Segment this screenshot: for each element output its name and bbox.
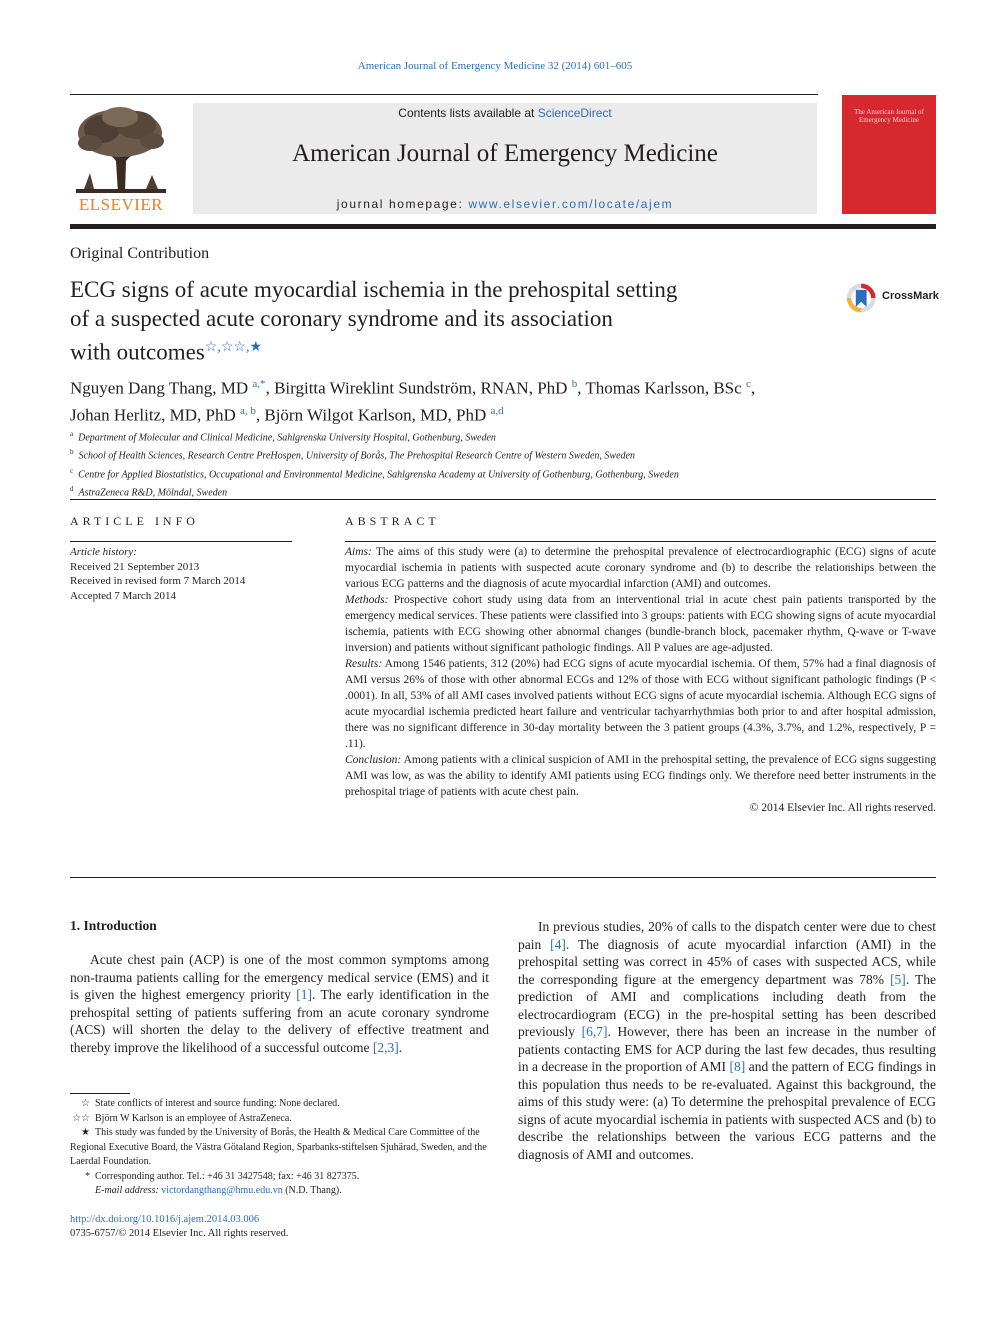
reference-link[interactable]: [4]	[550, 936, 566, 952]
footnote: ☆ State conflicts of interest and source funding: None declared.	[81, 1098, 340, 1109]
reference-link[interactable]: [1]	[296, 987, 313, 1002]
affiliation-list	[70, 427, 936, 500]
journal-homepage-line	[193, 197, 817, 211]
author-name: Johan Herlitz, MD, PhD	[70, 405, 236, 425]
body-column-left	[70, 918, 489, 1056]
journal-cover-title: The American Journal of Emergency Medicine	[854, 108, 924, 124]
author-name: Nguyen Dang Thang, MD	[70, 378, 249, 398]
crossmark-icon[interactable]	[845, 280, 881, 316]
reference-link[interactable]: [2,3]	[372, 1039, 399, 1055]
reference-link[interactable]: [8]	[729, 1059, 746, 1074]
abstract-results: Results: Among 1546 patients, 312 (20%) had ECG signs of acute myocardial ischemia. Of them, 57% had a final diagnosis of AMI versus 26% of those with other abnormal ECGs and 12% of those with ECG without significant pathologic findings (P < .0001). In all, 53% of all AMI cases involved patients without ECG signs of acute myocardial ischemia. Although ECG signs of acute myocardial ischemia predicted heart failure and ventricular tachyarrhythmias both prior to and after hospital admission, there was no significant difference in 30-day mortality between the 3 patient groups (4.3%, 3.7%, and 1.2%, respectively, P = .11).	[345, 658, 936, 750]
author-affiliation-marks[interactable]: b	[571, 378, 578, 390]
header-thick-rule	[70, 224, 936, 229]
history-label: Article history:	[70, 546, 137, 558]
doi-link[interactable]: http://dx.doi.org/10.1016/j.ajem.2014.03.006	[70, 1214, 260, 1225]
crossmark-label[interactable]: CrossMark	[882, 290, 939, 302]
intro-paragraph-2: In previous studies, 20% of calls to the dispatch center were due to chest pain [4]. The diagnosis of acute myocardial infarction (AMI) in the prehospital setting was correct in 45% of cases with suspected ACS, while the corresponding figure at the emergency department was 78% [5]. The prediction of AMI and complications including death from the electrocardiogram (ECG) in the pre-hospital setting has been described previously [6,7]. However, there has been an increase in the number of patients contacting EMS for ACP during the last few decades, thus resulting in a decrease in the proportion of AMI [8] and the pattern of ECG findings in this population thus needs to be re-evaluated. Against this background, the aims of this study were: (a) To determine the prehospital prevalence of ECG signs of acute myocardial ischemia in patients with suspected ACS and (b) to describe the relationships between the various ECG patterns and the diagnosis of AMI and outcomes.	[518, 919, 937, 1162]
author-affiliation-marks[interactable]: a,d	[490, 404, 504, 417]
abstract-copyright: © 2014 Elsevier Inc. All rights reserved.	[749, 802, 936, 814]
journal-homepage-link[interactable]: www.elsevier.com/locate/ajem	[468, 197, 674, 211]
article-history	[70, 545, 292, 603]
title-footnote-marks[interactable]: ☆,☆☆,★	[204, 340, 262, 355]
email-link[interactable]: victordangthang@hmu.edu.vn	[161, 1185, 283, 1196]
author-list: Nguyen Dang Thang, MD $^{a,*}$, Birgitta Wireklint Sundström, RNAN, PhD $^b$, Thomas Karlsson, BSc $^c$, Johan Herlitz, MD, PhD $^{a, b}$, Björn Wilgot Karlson, MD, PhD $^{a,d}$	[70, 378, 756, 425]
accepted-date: Accepted 7 March 2014	[70, 589, 176, 602]
abstract-end-rule	[70, 877, 936, 878]
abstract-rule	[345, 541, 936, 542]
publisher-logo-text: ELSEVIER	[78, 195, 164, 214]
reference-link[interactable]: [6,7]	[581, 1024, 608, 1039]
author-affiliation-marks[interactable]: a, b	[239, 404, 256, 417]
author-name: Thomas Karlsson, BSc	[585, 378, 742, 398]
footnote-rule	[70, 1093, 130, 1094]
title-line-1: ECG signs of acute myocardial ischemia in the prehospital setting	[70, 277, 678, 302]
abstract-body	[345, 544, 936, 816]
issn-copyright: 0735-6757/© 2014 Elsevier Inc. All rights reserved.	[70, 1228, 289, 1239]
article-info-rule	[70, 541, 292, 542]
affiliation: $^b$ School of Health Sciences, Research Centre PreHospen, University of Borås, The Prehospital Research Centre of Western Sweden, Sweden	[70, 448, 635, 462]
abstract-conclusion: Conclusion: Among patients with a clinical suspicion of AMI in the prehospital setting, the prevalence of ECG signs suggesting AMI was low, as was the ability to identify AMI patients using ECG findings only. We therefore need better instruments in the prehospital triage of patients with acute chest pain.	[345, 754, 936, 798]
affiliation: $^d$ AstraZeneca R&D, Mölndal, Sweden	[70, 484, 228, 499]
affiliation: $^c$ Centre for Applied Biostatistics, Occupational and Environmental Medicine, Sahlgrenska Academy at University of Gothenburg, Gothenburg, Sweden	[70, 466, 679, 480]
author-name: Birgitta Wireklint Sundström, RNAN, PhD	[274, 378, 568, 398]
author-affiliation-marks[interactable]: a,*	[252, 378, 266, 390]
abstract-aims: Aims: The aims of this study were (a) to determine the prehospital prevalence of electrocardiographic (ECG) signs of acute myocardial ischemia in patients with suspected acute coronary syndrome and (b) to describe the relationships between the various ECG patterns and the diagnosis of acute myocardial infarction (AMI) and outcomes.	[345, 546, 936, 590]
footnote: * Corresponding author. Tel.: +46 31 3427548; fax: +46 31 827375.	[85, 1170, 360, 1182]
body-column-right	[518, 918, 936, 1163]
author-affiliation-marks[interactable]: c	[745, 378, 751, 390]
title-line-2: of a suspected acute coronary syndrome and its association	[70, 306, 613, 331]
email-footnote: E-mail address: victordangthang@hmu.edu.vn (N.D. Thang).	[95, 1185, 342, 1196]
header-rule	[70, 94, 818, 95]
homepage-prefix: journal homepage:	[336, 197, 469, 211]
contents-line	[193, 106, 817, 120]
article-title	[70, 275, 790, 367]
reference-link[interactable]: [5]	[890, 971, 906, 987]
abstract-heading: ABSTRACT	[345, 514, 440, 528]
intro-paragraph-1: Acute chest pain (ACP) is one of the most common symptoms among non-trauma patients calling for the emergency medical service (EMS) and it is given the highest emergency priority [1]. The early identification in the prehospital setting of patients suffering from an acute coronary syndrome (ACS) will shorten the delay to the delivery of effective treatment and thereby improve the likelihood of a successful outcome [2,3].	[70, 952, 490, 1055]
introduction-heading: 1. Introduction	[70, 918, 157, 933]
affiliation: $^a$ Department of Molecular and Clinical Medicine, Sahlgrenska University Hospital, Gothenburg, Sweden	[70, 430, 496, 444]
contents-prefix: Contents lists available at	[398, 106, 538, 120]
journal-citation[interactable]: American Journal of Emergency Medicine 32 (2014) 601–605	[357, 60, 633, 72]
section-type: Original Contribution	[70, 245, 210, 262]
journal-title: American Journal of Emergency Medicine	[292, 140, 718, 167]
sciencedirect-link[interactable]: ScienceDirect	[537, 106, 612, 120]
title-line-3: with outcomes☆,☆☆,★	[70, 339, 262, 365]
section-rule	[70, 499, 936, 500]
footnote: ☆☆ Björn W Karlson is an employee of AstraZeneca.	[72, 1112, 292, 1124]
abstract-methods: Methods: Prospective cohort study using data from an interventional trial in acute chest pain patients transported by the emergency medical services. These patients were classified into 3 groups: patients with ECG showing signs of acute myocardial ischemia, patients with ECG showing other abnormal changes (bundle-branch block, pacemaker rhythm, Q-wave or T-wave inversion) and patients without significant pathologic findings. All P values are age-adjusted.	[345, 594, 936, 654]
revised-date: Received in revised form 7 March 2014	[70, 575, 246, 587]
article-info-heading: ARTICLE INFO	[70, 514, 199, 528]
footnotes	[70, 1097, 489, 1199]
author-name: Björn Wilgot Karlson, MD, PhD	[264, 405, 487, 425]
received-date: Received 21 September 2013	[70, 560, 200, 573]
footnote: ★ This study was funded by the University of Borås, the Health & Medical Care Committee of the Regional Executive Board, the Västra Götaland Region, Sparbanks-stiftelsen Sjuhärad, Sweden, and the Laerdal Foundation.	[70, 1127, 487, 1167]
